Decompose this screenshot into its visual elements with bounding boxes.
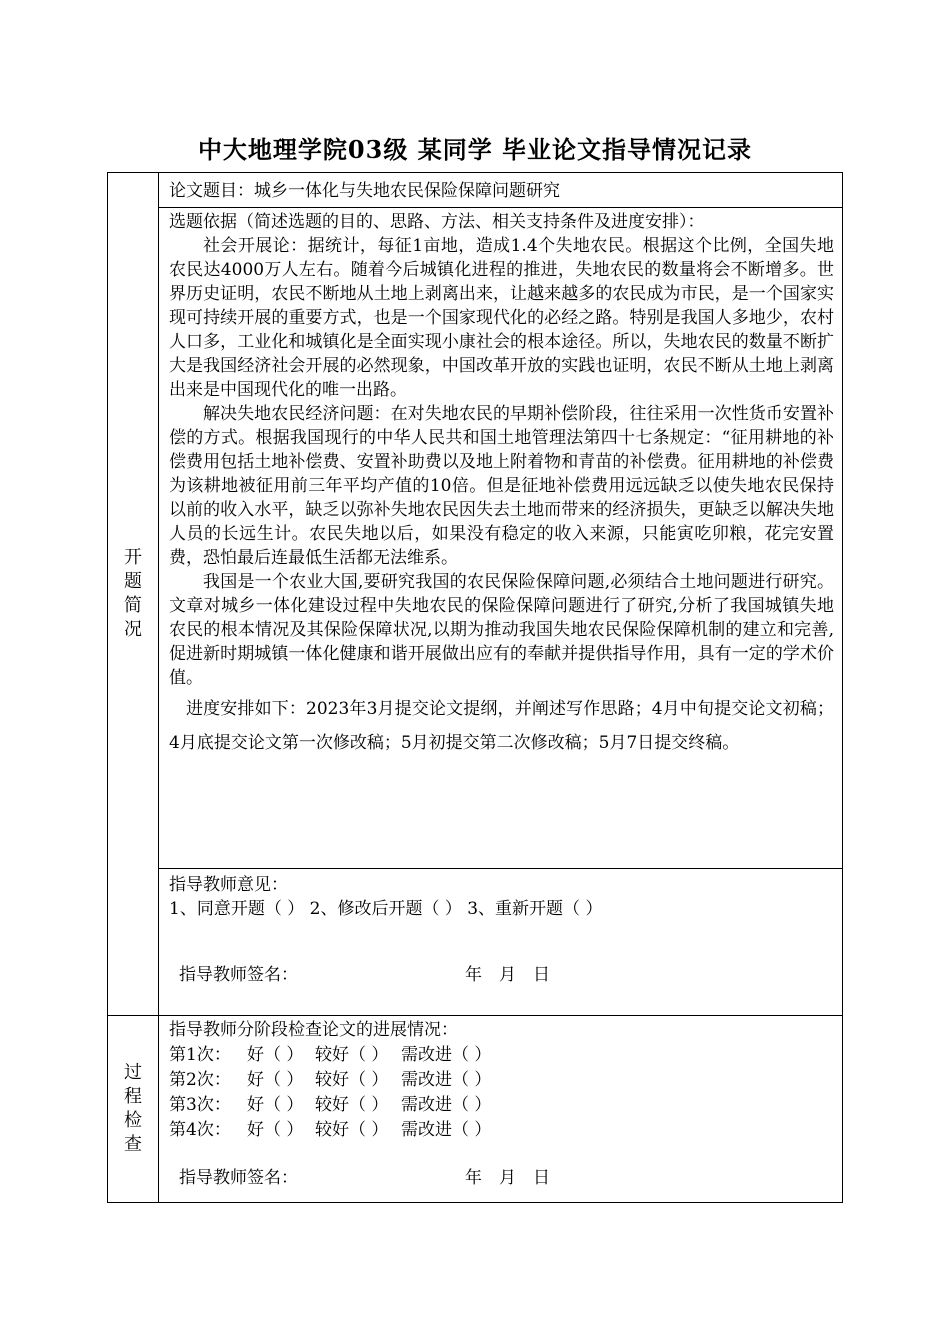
check-row bbox=[169, 1043, 834, 1068]
check-improve: 需改进（ ） bbox=[401, 1070, 492, 1090]
signature-line bbox=[169, 1166, 834, 1194]
date-label: 年 月 日 bbox=[465, 965, 550, 985]
check-good: 好（ ） bbox=[247, 1095, 304, 1115]
advisor-opinion-cell bbox=[159, 869, 843, 1016]
thesis-title-row bbox=[108, 173, 843, 208]
advisor-opinion-label: 指导教师意见： bbox=[169, 875, 288, 895]
record-table bbox=[107, 172, 843, 1203]
process-content bbox=[159, 1016, 842, 1198]
check-label: 第3次： bbox=[169, 1095, 231, 1115]
check-label: 第2次： bbox=[169, 1070, 231, 1090]
advisor-opinion bbox=[159, 869, 842, 995]
paragraph: 我国是一个农业大国,要研究我国的农民保险保障问题,必须结合土地问题进行研究。文章对城乡一体化建设过程中失地农民的保险保障问题进行了研究,分析了我国城镇失地农民的根本情况及其保险保障状况,以期为推动我国失地农民保险保障机制的建立和完善,促进新时期城镇一体化健康和谐开展做出应有的奉献并提供指导作用，具有一定的学术价值。 bbox=[169, 572, 834, 688]
side-char: 开 bbox=[124, 547, 142, 568]
process-side-label bbox=[108, 1016, 159, 1203]
side-char: 查 bbox=[124, 1134, 142, 1155]
basis-content bbox=[159, 208, 842, 764]
check-fair: 较好（ ） bbox=[315, 1095, 389, 1115]
process-cell bbox=[159, 1016, 843, 1203]
paragraph: 解决失地农民经济问题：在对失地农民的早期补偿阶段，往往采用一次性货币安置补偿的方式。根据我国现行的中华人民共和国土地管理法第四十七条规定：“征用耕地的补偿费用包括土地补偿费、安置补助费以及地上附着物和青苗的补偿费。征用耕地的补偿费为该耕地被征用前三年平均产值的10倍。但是征地补偿费用远远缺乏以使失地农民保持以前的收入水平，缺乏以弥补失地农民因失去土地而带来的经济损失，更缺乏以解决失地人员的长远生计。农民失地以后，如果没有稳定的收入来源，只能寅吃卯粮，花完安置费，恐怕最后连最低生活都无法维系。 bbox=[169, 404, 834, 568]
thesis-title-cell bbox=[159, 173, 843, 208]
signature-label: 指导教师签名： bbox=[179, 1168, 298, 1188]
side-char: 简 bbox=[124, 595, 142, 616]
basis-cell bbox=[159, 208, 843, 869]
process-heading: 指导教师分阶段检查论文的进展情况： bbox=[169, 1020, 458, 1040]
side-char: 程 bbox=[124, 1086, 142, 1107]
date-label: 年 月 日 bbox=[465, 1168, 550, 1188]
check-row bbox=[169, 1118, 834, 1143]
opening-options: 1、同意开题（ ） 2、修改后开题（ ） 3、重新开题（ ） bbox=[169, 899, 603, 919]
page-title: 中大地理学院03级 某同学 毕业论文指导情况记录 bbox=[197, 135, 753, 164]
paragraph: 社会开展论：据统计，每征1亩地，造成1.4个失地农民。根据这个比例，全国失地农民达4000万人左右。随着今后城镇化进程的推进，失地农民的数量将会不断增多。世界历史证明，农民不断地从土地上剥离出来，让越来越多的农民成为市民，是一个国家实现可持续开展的重要方式，也是一个国家现代化的必经之路。特别是我国人多地少，农村人口多，工业化和城镇化是全面实现小康社会的根本途径。所以，失地农民的数量不断扩大是我国经济社会开展的必然现象，中国改革开放的实践也证明，农民不断从土地上剥离出来是中国现代化的唯一出路。 bbox=[169, 236, 834, 400]
check-label: 第1次： bbox=[169, 1045, 231, 1065]
check-row bbox=[169, 1068, 834, 1093]
schedule: 进度安排如下：2023年3月提交论文提纲，并阐述写作思路；4月中旬提交论文初稿；4月底提交论文第一次修改稿；5月初提交第二次修改稿；5月7日提交终稿。 bbox=[169, 699, 834, 753]
signature-line bbox=[169, 963, 834, 991]
side-char: 检 bbox=[124, 1110, 142, 1131]
advisor-opinion-row bbox=[108, 869, 843, 1016]
basis-row bbox=[108, 208, 843, 869]
side-char: 题 bbox=[124, 571, 142, 592]
check-row bbox=[169, 1093, 834, 1118]
check-fair: 较好（ ） bbox=[315, 1070, 389, 1090]
check-fair: 较好（ ） bbox=[315, 1045, 389, 1065]
signature-label: 指导教师签名： bbox=[179, 965, 298, 985]
check-label: 第4次： bbox=[169, 1120, 231, 1140]
opening-side-label bbox=[108, 173, 159, 1016]
check-good: 好（ ） bbox=[247, 1070, 304, 1090]
thesis-title: 论文题目：城乡一体化与失地农民保险保障问题研究 bbox=[169, 181, 560, 201]
side-char: 过 bbox=[124, 1062, 142, 1083]
side-char: 况 bbox=[124, 619, 142, 640]
check-improve: 需改进（ ） bbox=[401, 1045, 492, 1065]
check-improve: 需改进（ ） bbox=[401, 1095, 492, 1115]
check-improve: 需改进（ ） bbox=[401, 1120, 492, 1140]
check-good: 好（ ） bbox=[247, 1120, 304, 1140]
check-fair: 较好（ ） bbox=[315, 1120, 389, 1140]
check-good: 好（ ） bbox=[247, 1045, 304, 1065]
process-row bbox=[108, 1016, 843, 1203]
basis-heading: 选题依据（简述选题的目的、思路、方法、相关支持条件及进度安排）： bbox=[169, 212, 705, 232]
